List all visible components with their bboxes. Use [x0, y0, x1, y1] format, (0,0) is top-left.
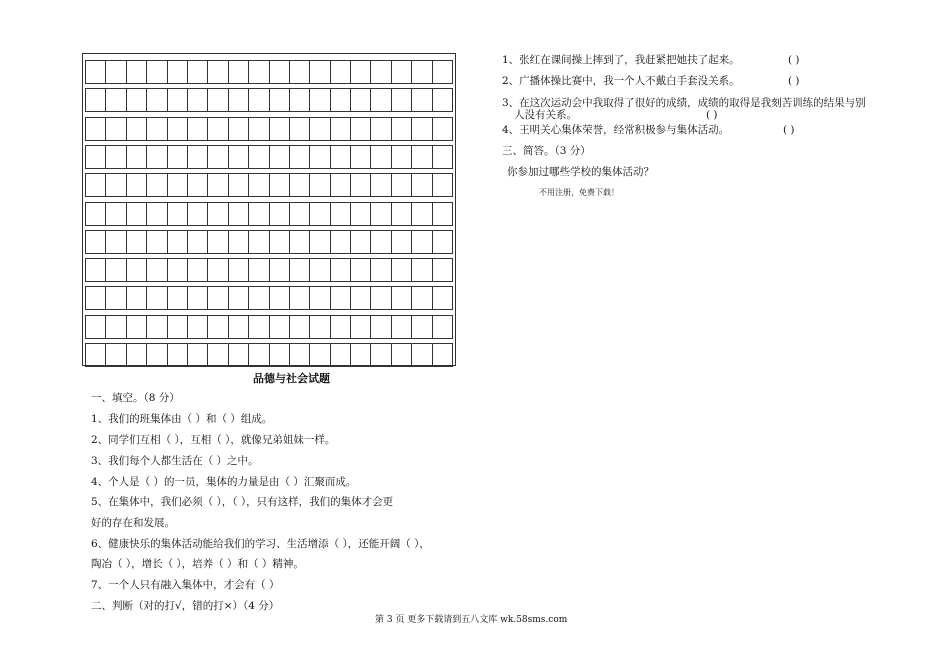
grid-cell[interactable]: [351, 344, 371, 366]
grid-cell[interactable]: [249, 118, 269, 140]
grid-row: [85, 145, 453, 169]
grid-cell[interactable]: [412, 231, 432, 253]
grid-cell[interactable]: [85, 316, 106, 338]
grid-cell[interactable]: [229, 203, 249, 225]
grid-cell[interactable]: [412, 287, 432, 309]
grid-cell[interactable]: [310, 231, 330, 253]
grid-cell[interactable]: [127, 344, 147, 366]
grid-cell[interactable]: [188, 316, 208, 338]
grid-cell[interactable]: [351, 287, 371, 309]
grid-cell[interactable]: [351, 174, 371, 196]
grid-cell[interactable]: [127, 174, 147, 196]
grid-cell[interactable]: [290, 118, 310, 140]
grid-cell[interactable]: [270, 146, 290, 168]
fill-q4: 4、个人是（ ）的一员，集体的力量是由（ ）汇聚而成。: [91, 476, 357, 488]
grid-cell[interactable]: [433, 203, 453, 225]
grid-cell[interactable]: [351, 231, 371, 253]
download-note: 不用注册，免费下载！: [539, 188, 619, 197]
grid-cell[interactable]: [249, 146, 269, 168]
grid-cell[interactable]: [371, 146, 391, 168]
grid-cell[interactable]: [310, 174, 330, 196]
grid-cell[interactable]: [392, 344, 412, 366]
grid-cell[interactable]: [229, 287, 249, 309]
grid-cell[interactable]: [188, 61, 208, 83]
grid-cell[interactable]: [127, 146, 147, 168]
grid-cell[interactable]: [85, 61, 106, 83]
grid-cell[interactable]: [290, 89, 310, 111]
grid-cell[interactable]: [249, 259, 269, 281]
grid-cell[interactable]: [331, 89, 351, 111]
grid-cell[interactable]: [249, 287, 269, 309]
grid-cell[interactable]: [270, 118, 290, 140]
grid-cell[interactable]: [106, 259, 126, 281]
grid-cell[interactable]: [392, 259, 412, 281]
grid-cell[interactable]: [208, 174, 228, 196]
grid-cell[interactable]: [229, 89, 249, 111]
grid-cell[interactable]: [147, 89, 167, 111]
grid-cell[interactable]: [433, 316, 453, 338]
grid-cell[interactable]: [310, 89, 330, 111]
judge-q3-answer[interactable]: ( ): [706, 109, 718, 121]
grid-cell[interactable]: [85, 344, 106, 366]
section-2-heading: 二、判断（对的打√，错的打×）（4 分）: [91, 600, 280, 612]
grid-cell[interactable]: [392, 61, 412, 83]
grid-cell[interactable]: [188, 203, 208, 225]
fill-q7: 7、一个人只有融入集体中，才会有（ ）: [91, 579, 280, 591]
grid-row: [85, 286, 453, 310]
judge-q1: 1、张红在课间操上摔到了，我赶紧把她扶了起来。: [502, 54, 740, 66]
grid-cell[interactable]: [270, 259, 290, 281]
grid-cell[interactable]: [270, 316, 290, 338]
judge-q1-answer[interactable]: ( ): [788, 54, 800, 66]
grid-cell[interactable]: [147, 287, 167, 309]
section-3-heading: 三、简答。（3 分）: [502, 145, 591, 157]
grid-cell[interactable]: [208, 61, 228, 83]
grid-cell[interactable]: [106, 146, 126, 168]
section-1-heading: 一、填空。（8 分）: [91, 392, 180, 404]
grid-cell[interactable]: [85, 174, 106, 196]
grid-cell[interactable]: [188, 89, 208, 111]
grid-cell[interactable]: [412, 89, 432, 111]
grid-cell[interactable]: [392, 118, 412, 140]
grid-cell[interactable]: [249, 174, 269, 196]
grid-row: [85, 60, 453, 84]
grid-cell[interactable]: [351, 89, 371, 111]
grid-cell[interactable]: [310, 203, 330, 225]
grid-cell[interactable]: [371, 89, 391, 111]
grid-cell[interactable]: [188, 287, 208, 309]
grid-cell[interactable]: [290, 146, 310, 168]
grid-cell[interactable]: [208, 231, 228, 253]
grid-cell[interactable]: [392, 89, 412, 111]
grid-cell[interactable]: [188, 259, 208, 281]
grid-row: [85, 258, 453, 282]
grid-cell[interactable]: [290, 203, 310, 225]
grid-cell[interactable]: [412, 259, 432, 281]
grid-cell[interactable]: [371, 61, 391, 83]
judge-q2: 2、广播体操比赛中，我一个人不戴白手套没关系。: [502, 75, 740, 87]
grid-cell[interactable]: [85, 231, 106, 253]
grid-cell[interactable]: [392, 203, 412, 225]
grid-cell[interactable]: [433, 174, 453, 196]
grid-cell[interactable]: [85, 89, 106, 111]
grid-cell[interactable]: [310, 287, 330, 309]
grid-cell[interactable]: [208, 146, 228, 168]
grid-row: [85, 202, 453, 226]
grid-cell[interactable]: [168, 316, 188, 338]
grid-row: [85, 230, 453, 254]
grid-cell[interactable]: [147, 203, 167, 225]
grid-cell[interactable]: [106, 89, 126, 111]
grid-cell[interactable]: [127, 287, 147, 309]
grid-cell[interactable]: [331, 146, 351, 168]
grid-cell[interactable]: [371, 118, 391, 140]
grid-cell[interactable]: [188, 118, 208, 140]
grid-cell[interactable]: [188, 146, 208, 168]
grid-cell[interactable]: [106, 316, 126, 338]
grid-cell[interactable]: [106, 344, 126, 366]
grid-cell[interactable]: [147, 118, 167, 140]
grid-row: [85, 117, 453, 141]
grid-cell[interactable]: [147, 316, 167, 338]
grid-cell[interactable]: [310, 316, 330, 338]
grid-cell[interactable]: [106, 203, 126, 225]
grid-cell[interactable]: [249, 231, 269, 253]
grid-cell[interactable]: [188, 174, 208, 196]
grid-cell[interactable]: [147, 259, 167, 281]
grid-cell[interactable]: [412, 316, 432, 338]
grid-cell[interactable]: [147, 344, 167, 366]
grid-cell[interactable]: [106, 61, 126, 83]
grid-cell[interactable]: [270, 174, 290, 196]
fill-q3: 3、我们每个人都生活在（ ）之中。: [91, 455, 259, 467]
grid-cell[interactable]: [147, 61, 167, 83]
grid-cell[interactable]: [290, 61, 310, 83]
grid-cell[interactable]: [127, 89, 147, 111]
judge-q3-line2: 人没有关系。: [514, 109, 577, 121]
grid-cell[interactable]: [127, 316, 147, 338]
grid-cell[interactable]: [127, 203, 147, 225]
grid-cell[interactable]: [331, 316, 351, 338]
grid-cell[interactable]: [290, 344, 310, 366]
grid-cell[interactable]: [433, 259, 453, 281]
grid-cell[interactable]: [412, 344, 432, 366]
fill-q2: 2、同学们互相（ ），互相（ ），就像兄弟姐妹一样。: [91, 434, 336, 446]
grid-row: [85, 173, 453, 197]
grid-cell[interactable]: [392, 174, 412, 196]
grid-cell[interactable]: [168, 259, 188, 281]
grid-cell[interactable]: [351, 316, 371, 338]
grid-cell[interactable]: [168, 118, 188, 140]
grid-cell[interactable]: [392, 231, 412, 253]
grid-cell[interactable]: [168, 287, 188, 309]
grid-cell[interactable]: [331, 259, 351, 281]
grid-cell[interactable]: [270, 89, 290, 111]
grid-cell[interactable]: [270, 287, 290, 309]
grid-cell[interactable]: [85, 118, 106, 140]
grid-cell[interactable]: [249, 203, 269, 225]
grid-cell[interactable]: [188, 231, 208, 253]
grid-cell[interactable]: [351, 203, 371, 225]
grid-cell[interactable]: [208, 89, 228, 111]
grid-cell[interactable]: [106, 231, 126, 253]
grid-cell[interactable]: [331, 203, 351, 225]
grid-cell[interactable]: [412, 203, 432, 225]
grid-cell[interactable]: [229, 118, 249, 140]
judge-q2-answer[interactable]: ( ): [788, 75, 800, 87]
grid-cell[interactable]: [310, 118, 330, 140]
grid-cell[interactable]: [85, 259, 106, 281]
grid-cell[interactable]: [168, 203, 188, 225]
grid-cell[interactable]: [433, 146, 453, 168]
grid-cell[interactable]: [249, 316, 269, 338]
grid-cell[interactable]: [127, 259, 147, 281]
grid-cell[interactable]: [331, 174, 351, 196]
grid-cell[interactable]: [127, 61, 147, 83]
grid-cell[interactable]: [310, 146, 330, 168]
grid-cell[interactable]: [371, 231, 391, 253]
grid-cell[interactable]: [168, 146, 188, 168]
grid-cell[interactable]: [106, 118, 126, 140]
grid-cell[interactable]: [229, 231, 249, 253]
writing-grid: [82, 53, 456, 366]
page-title: 品德与社会试题: [253, 372, 330, 385]
grid-cell[interactable]: [168, 174, 188, 196]
grid-cell[interactable]: [392, 287, 412, 309]
short-answer-question: 你参加过哪些学校的集体活动？: [507, 166, 654, 178]
grid-cell[interactable]: [229, 146, 249, 168]
grid-cell[interactable]: [371, 259, 391, 281]
grid-cell[interactable]: [168, 89, 188, 111]
grid-cell[interactable]: [290, 174, 310, 196]
judge-q4-answer[interactable]: ( ): [783, 124, 795, 136]
grid-cell[interactable]: [310, 344, 330, 366]
grid-cell[interactable]: [331, 231, 351, 253]
grid-cell[interactable]: [412, 118, 432, 140]
grid-cell[interactable]: [351, 118, 371, 140]
grid-cell[interactable]: [290, 316, 310, 338]
grid-cell[interactable]: [371, 344, 391, 366]
judge-q4: 4、王明关心集体荣誉，经常积极参与集体活动。: [502, 124, 730, 136]
grid-cell[interactable]: [433, 344, 453, 366]
grid-cell[interactable]: [270, 203, 290, 225]
grid-cell[interactable]: [208, 316, 228, 338]
grid-cell[interactable]: [208, 118, 228, 140]
grid-cell[interactable]: [371, 287, 391, 309]
grid-cell[interactable]: [147, 231, 167, 253]
grid-cell[interactable]: [310, 61, 330, 83]
grid-cell[interactable]: [433, 118, 453, 140]
grid-cell[interactable]: [433, 231, 453, 253]
fill-q6-line2: 陶冶（ ），增长（ ），培养（ ）和（ ）精神。: [91, 558, 304, 570]
grid-cell[interactable]: [433, 89, 453, 111]
grid-cell[interactable]: [229, 259, 249, 281]
grid-cell[interactable]: [290, 259, 310, 281]
grid-cell[interactable]: [147, 146, 167, 168]
grid-cell[interactable]: [331, 287, 351, 309]
grid-cell[interactable]: [85, 287, 106, 309]
grid-row: [85, 315, 453, 339]
grid-cell[interactable]: [229, 344, 249, 366]
grid-cell[interactable]: [106, 287, 126, 309]
grid-cell[interactable]: [229, 174, 249, 196]
grid-cell[interactable]: [331, 118, 351, 140]
grid-cell[interactable]: [433, 287, 453, 309]
grid-cell[interactable]: [310, 259, 330, 281]
grid-cell[interactable]: [188, 344, 208, 366]
fill-q6-line1: 6、健康快乐的集体活动能给我们的学习、生活增添（ ），还能开阔（ ），: [91, 538, 430, 550]
grid-cell[interactable]: [412, 146, 432, 168]
grid-cell[interactable]: [106, 174, 126, 196]
fill-q5-line2: 好的存在和发展。: [91, 517, 175, 529]
grid-cell[interactable]: [412, 61, 432, 83]
grid-cell[interactable]: [392, 316, 412, 338]
fill-q1: 1、我们的班集体由（ ）和（ ）组成。: [91, 413, 273, 425]
grid-cell[interactable]: [371, 203, 391, 225]
grid-cell[interactable]: [249, 89, 269, 111]
fill-q5-line1: 5、在集体中，我们必须（ ），（ ），只有这样，我们的集体才会更: [91, 496, 394, 508]
grid-cell[interactable]: [331, 344, 351, 366]
grid-cell[interactable]: [371, 174, 391, 196]
grid-cell[interactable]: [249, 61, 269, 83]
grid-cell[interactable]: [412, 174, 432, 196]
grid-cell[interactable]: [208, 287, 228, 309]
grid-cell[interactable]: [85, 146, 106, 168]
grid-cell[interactable]: [229, 61, 249, 83]
grid-cell[interactable]: [168, 231, 188, 253]
grid-cell[interactable]: [127, 118, 147, 140]
judge-q3-line1: 3、在这次运动会中我取得了很好的成绩，成绩的取得是我刻苦训练的结果与别: [502, 97, 866, 109]
grid-cell[interactable]: [208, 259, 228, 281]
grid-cell[interactable]: [208, 344, 228, 366]
grid-cell[interactable]: [168, 344, 188, 366]
grid-cell[interactable]: [270, 344, 290, 366]
grid-cell[interactable]: [147, 174, 167, 196]
grid-cell[interactable]: [351, 61, 371, 83]
grid-cell[interactable]: [229, 316, 249, 338]
grid-cell[interactable]: [331, 61, 351, 83]
grid-cell[interactable]: [433, 61, 453, 83]
grid-cell[interactable]: [290, 231, 310, 253]
grid-cell[interactable]: [85, 203, 106, 225]
grid-cell[interactable]: [351, 146, 371, 168]
grid-cell[interactable]: [351, 259, 371, 281]
grid-row: [85, 88, 453, 112]
grid-cell[interactable]: [249, 344, 269, 366]
grid-cell[interactable]: [168, 61, 188, 83]
grid-cell[interactable]: [270, 231, 290, 253]
grid-cell[interactable]: [270, 61, 290, 83]
grid-cell[interactable]: [392, 146, 412, 168]
grid-cell[interactable]: [290, 287, 310, 309]
grid-cell[interactable]: [127, 231, 147, 253]
grid-row: [85, 343, 453, 367]
page-footer: 第 3 页 更多下载请到五八文库 wk.58sms.com: [375, 615, 568, 625]
grid-cell[interactable]: [371, 316, 391, 338]
grid-cell[interactable]: [208, 203, 228, 225]
